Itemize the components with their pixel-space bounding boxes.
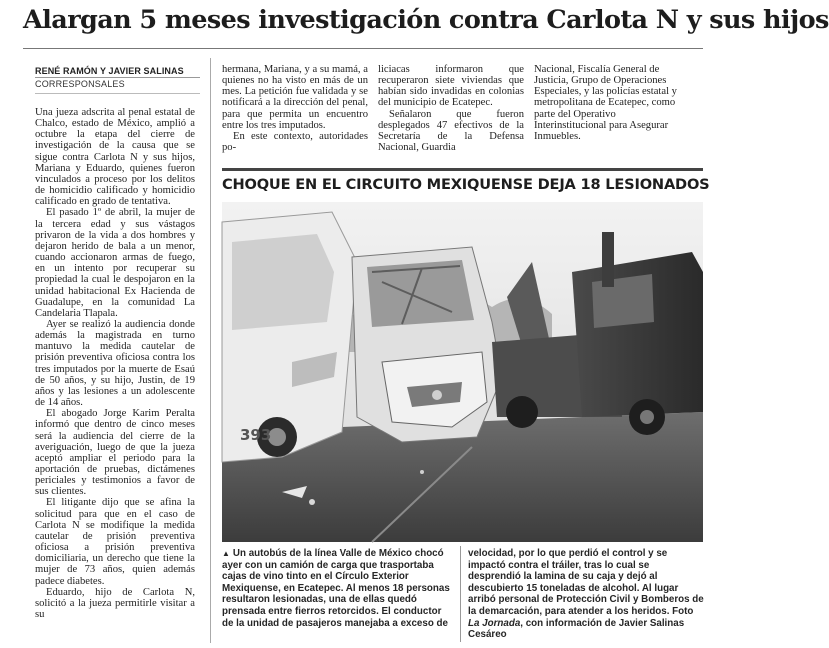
caption-text-left: Un autobús de la línea Valle de México chocó ayer con un camión de carga que trasportaba cajas de vino tinto en el Círculo Exterior Mexiquense, en Ecatepec. Al menos 18 personas resultaron lesionadas, una de ellas quedó prensada entre fierros retorcidos. El conductor de la unidad de pasajeros manejaba a exceso de bbox=[222, 548, 450, 629]
photo-section-rule bbox=[222, 168, 703, 171]
photo-caption-left bbox=[222, 548, 455, 629]
paragraph: Eduardo, hijo de Carlota N, solicitó a la jueza permitirle visitar a su bbox=[35, 586, 195, 621]
paragraph: Señalaron que fueron desplegados 47 efectivos de la Secretaría de la Defensa Nacional, Guardia bbox=[378, 108, 524, 154]
caption-triangle-icon: ▲ bbox=[222, 549, 230, 558]
headline-divider bbox=[23, 48, 703, 49]
article-column-1 bbox=[35, 107, 195, 620]
caption-text-right: velocidad, por lo que perdió el control y se impactó contra el tráiler, tras lo cual se desprendió la lamina de su caja y dejó al descubierto 15 toneladas de alcohol. Al lugar arribó personal de Protección Civil y Bomberos de la demarcación, para atender a los heridos. Foto bbox=[468, 548, 704, 617]
photo-credit-rest: , con información de Javier Salinas Cesáreo bbox=[468, 617, 685, 641]
article-column-2 bbox=[222, 64, 368, 153]
byline-rule-top bbox=[35, 77, 200, 78]
byline-role: CORRESPONSALES bbox=[35, 79, 125, 89]
photo-credit-source: La Jornada bbox=[468, 617, 521, 629]
article-column-3 bbox=[378, 64, 524, 153]
column-divider bbox=[210, 58, 211, 643]
byline-rule-bottom bbox=[35, 93, 200, 94]
paragraph: hermana, Mariana, y a su mamá, a quienes no ha visto en más de un mes. La petición fue validada y se notificará a la dirección del penal, para que permita un encuentro entre los tres imputados. bbox=[222, 64, 368, 131]
paragraph: El litigante dijo que se afina la solicitud para que en el caso de Carlota N se modifique la medida cautelar de prisión preventiva oficiosa a prisión preventiva domiciliaria, un derecho que tiene la mujer de 73 años, quien además padece diabetes. bbox=[35, 497, 195, 587]
bus-number: 393 bbox=[240, 426, 272, 444]
paragraph: En este contexto, autoridades po- bbox=[222, 130, 368, 154]
headline: Alargan 5 meses investigación contra Carlota N y sus hijos bbox=[23, 5, 829, 35]
article-column-4 bbox=[534, 64, 684, 142]
byline: RENÉ RAMÓN Y JAVIER SALINAS bbox=[35, 66, 184, 76]
paragraph: El pasado 1º de abril, la mujer de la tercera edad y sus vástagos privaron de la vida a dos hombres y dejaron herido de bala a un menor, cuando accionaron armas de fuego, en un intento por recuperar su propiedad la cual le despojaron en la unidad habitacional Ex Hacienda de Guadalupe, en la comunidad La Candelaria Tlapala. bbox=[35, 207, 195, 319]
paragraph: Nacional, Fiscalía General de Justicia, Grupo de Operaciones Especiales, y las policías estatal y metropolitana de Ecatepec, como parte del Operativo Interinstitucional para Asegurar Inmuebles. bbox=[534, 64, 677, 142]
paragraph: liciacas informaron que recuperaron siete viviendas que habían sido invadidas en colonias del municipio de Ecatepec. bbox=[378, 64, 524, 109]
paragraph: Una jueza adscrita al penal estatal de Chalco, estado de México, amplió a octubre la etapa del cierre de investigación de la causa que se sigue contra Carlota N y sus hijos, Mariana y Eduardo, quienes fueron vinculados a proceso por los delitos de homicidio calificado y homicidio calificado en grado de tentativa. bbox=[35, 107, 195, 208]
paragraph: Ayer se realizó la audiencia donde además la magistrada en turno mantuvo la medida cautelar de prisión preventiva oficiosa contra los tres imputados por la muerte de Esaú de 50 años, y su hijo, Justin, de 19 años y las lesiones a un adolescente de 14 años. bbox=[35, 318, 195, 409]
paragraph: El abogado Jorge Karim Peralta informó que dentro de cinco meses será la audiencia del cierre de la averiguación, luego de que la jueza aceptó ampliar el periodo para la aportación de pruebas, dictámenes periciales y testimonios a favor de sus clientes. bbox=[35, 408, 195, 498]
caption-divider bbox=[460, 546, 461, 642]
photo-caption-right bbox=[468, 548, 704, 641]
photo-title: CHOQUE EN EL CIRCUITO MEXIQUENSE DEJA 18 LESIONADOS bbox=[222, 176, 710, 193]
crash-photo bbox=[222, 202, 703, 542]
